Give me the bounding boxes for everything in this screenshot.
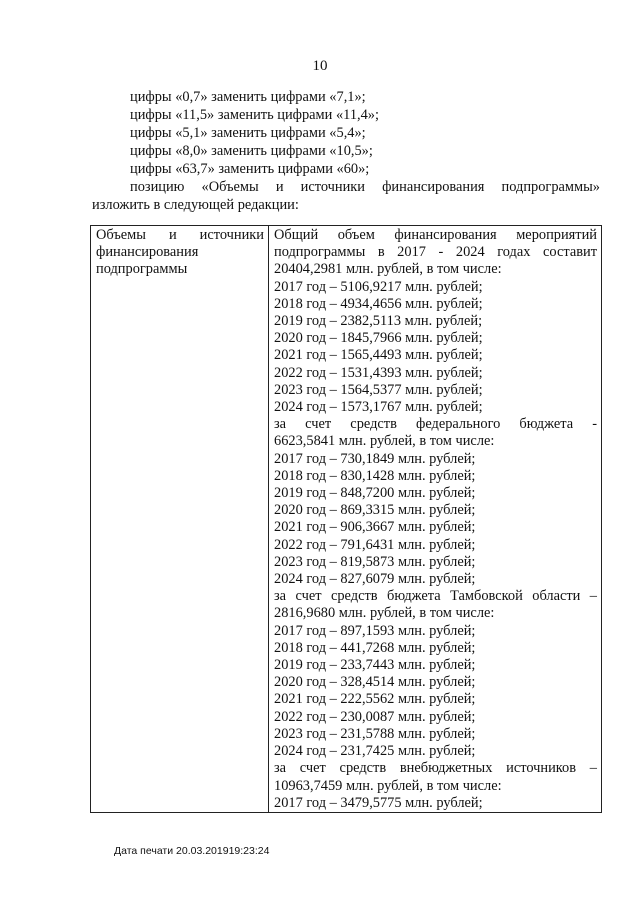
regional-text: за счет средств бюджета Тамбовской области – <box>274 588 597 605</box>
year-line: 2024 год – 231,7425 млн. рублей; <box>274 743 476 760</box>
total-text: Общий объем финансирования мероприятий <box>274 227 597 243</box>
year-line: 2017 год – 5106,9217 млн. рублей; <box>274 278 483 295</box>
year-line: 2022 год – 230,0087 млн. рублей; <box>274 708 476 725</box>
year-line: 2020 год – 1845,7966 млн. рублей; <box>274 330 483 347</box>
right-cell <box>269 226 602 813</box>
year-line: 2021 год – 222,5562 млн. рублей; <box>274 691 476 708</box>
intro-line: цифры «63,7» заменить цифрами «60»; <box>130 161 370 177</box>
year-line: 2018 год – 830,1428 млн. рублей; <box>274 467 476 484</box>
regional-text: 2816,9680 млн. рублей, в том числе: <box>274 605 495 622</box>
year-line: 2017 год – 730,1849 млн. рублей; <box>274 450 476 467</box>
year-line: 2021 год – 906,3667 млн. рублей; <box>274 519 476 536</box>
intro-line: цифры «5,1» заменить цифрами «5,4»; <box>130 125 366 141</box>
year-line: 2022 год – 1531,4393 млн. рублей; <box>274 364 483 381</box>
year-line: 2023 год – 1564,5377 млн. рублей; <box>274 381 483 398</box>
year-line: 2020 год – 328,4514 млн. рублей; <box>274 674 476 691</box>
year-line: 2019 год – 233,7443 млн. рублей; <box>274 657 476 674</box>
year-line: 2024 год – 827,6079 млн. рублей; <box>274 571 476 588</box>
extrabudget-text: 10963,7459 млн. рублей, в том числе: <box>274 777 502 794</box>
page-number: 10 <box>312 58 328 74</box>
federal-text: за счет средств федерального бюджета - <box>274 416 597 433</box>
financing-table <box>90 225 602 813</box>
year-line: 2019 год – 848,7200 млн. рублей; <box>274 485 476 502</box>
year-line: 2018 год – 441,7268 млн. рублей; <box>274 639 476 656</box>
intro-text <box>92 88 600 214</box>
year-line: 2017 год – 897,1593 млн. рублей; <box>274 622 476 639</box>
print-date: Дата печати 20.03.201919:23:24 <box>114 845 270 857</box>
year-line: 2021 год – 1565,4493 млн. рублей; <box>274 347 483 364</box>
intro-line: цифры «8,0» заменить цифрами «10,5»; <box>130 143 373 159</box>
intro-line: позицию «Объемы и источники финансирования подпрограммы» <box>130 179 600 195</box>
table-row <box>91 226 602 813</box>
year-line: 2023 год – 231,5788 млн. рублей; <box>274 725 476 742</box>
intro-line: цифры «11,5» заменить цифрами «11,4»; <box>130 107 379 123</box>
year-line: 2019 год – 2382,5113 млн. рублей; <box>274 313 483 330</box>
intro-line: изложить в следующей редакции: <box>92 197 299 213</box>
left-label: Объемы и источники <box>96 227 264 243</box>
extrabudget-text: за счет средств внебюджетных источников – <box>274 760 597 777</box>
total-text: подпрограммы в 2017 - 2024 годах составит <box>274 244 597 261</box>
year-line: 2024 год – 1573,1767 млн. рублей; <box>274 399 483 416</box>
year-line: 2020 год – 869,3315 млн. рублей; <box>274 502 476 519</box>
total-text: 20404,2981 млн. рублей, в том числе: <box>274 261 502 278</box>
left-label: подпрограммы <box>96 261 188 278</box>
intro-line: цифры «0,7» заменить цифрами «7,1»; <box>130 89 366 105</box>
left-label: финансирования <box>96 244 199 261</box>
year-line: 2023 год – 819,5873 млн. рублей; <box>274 553 476 570</box>
year-line: 2022 год – 791,6431 млн. рублей; <box>274 536 476 553</box>
federal-text: 6623,5841 млн. рублей, в том числе: <box>274 433 495 450</box>
left-cell <box>91 226 269 813</box>
year-line: 2017 год – 3479,5775 млн. рублей; <box>274 794 483 811</box>
year-line: 2018 год – 4934,4656 млн. рублей; <box>274 295 483 312</box>
